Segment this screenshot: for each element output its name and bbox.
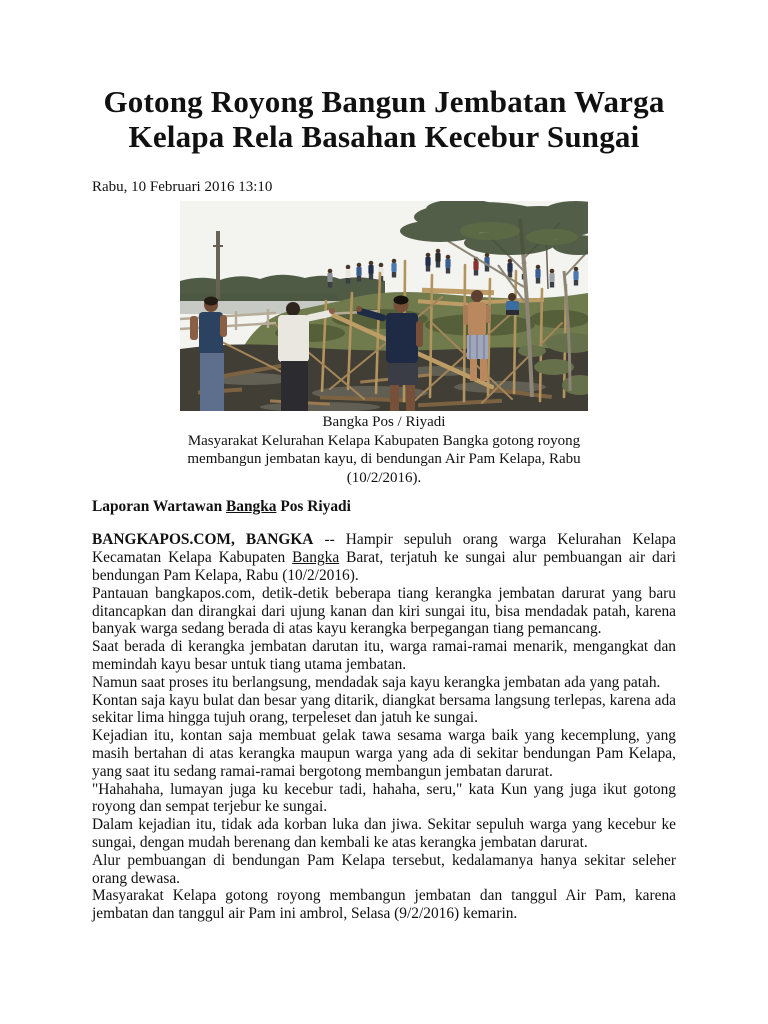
article-paragraph bbox=[92, 852, 676, 888]
article-title-line2: Kelapa Rela Basahan Kecebur Sungai bbox=[128, 119, 640, 154]
photo-credit: Bangka Pos / Riyadi bbox=[322, 414, 446, 430]
article-title-line1: Gotong Royong Bangun Jembatan Warga bbox=[103, 84, 665, 119]
text-run: Masyarakat Kelapa gotong royong membangun jembatan dan tanggul Air Pam, karena jembatan dan tanggul air Pam ini ambrol, Selasa (9/2/2016) kemarin. bbox=[92, 887, 676, 923]
article-dateline: Rabu, 10 Februari 2016 13:10 bbox=[92, 179, 273, 195]
underlined-term[interactable]: Bangka bbox=[292, 549, 340, 567]
article-paragraph bbox=[92, 585, 676, 638]
article-paragraph bbox=[92, 674, 676, 692]
article-paragraph bbox=[92, 638, 676, 674]
text-run: -- Hampir sepuluh orang warga Kelurahan Kelapa Kecamatan Kelapa Kabupaten bbox=[92, 531, 676, 567]
article-body bbox=[92, 531, 676, 923]
article-title bbox=[92, 84, 676, 154]
text-run: Alur pembuangan di bendungan Pam Kelapa tersebut, kedalamanya hanya sekitar seleher orang dewasa. bbox=[92, 851, 676, 887]
text-run: Namun saat proses itu berlangsung, mendadak saja kayu kerangka jembatan ada yang patah. bbox=[92, 673, 661, 691]
underlined-term[interactable]: Bangka bbox=[225, 498, 277, 516]
photo-captions bbox=[180, 413, 588, 487]
news-photo bbox=[180, 201, 588, 487]
article-paragraph bbox=[92, 816, 676, 852]
article-paragraph bbox=[92, 692, 676, 728]
photo-illustration bbox=[180, 201, 588, 411]
text-run: Barat, terjatuh ke sungai alur pembuangan air dari bendungan Pam Kelapa, Rabu (10/2/2016). bbox=[92, 549, 676, 584]
text-run: Dalam kejadian itu, tidak ada korban luka dan jiwa. Sekitar sepuluh warga yang kecebur ke sungai, dengan mudah berenang dan kembali ke atas kerangka jembatan darurat. bbox=[92, 816, 676, 851]
photo-caption: Masyarakat Kelurahan Kelapa Kabupaten Bangka gotong royong membangun jembatan kayu, di bendungan Air Pam Kelapa, Rabu (10/2/2016). bbox=[187, 432, 581, 486]
text-run: "Hahahaha, lumayan juga ku kecebur tadi, hahaha, seru," kata Kun yang juga ikut gotong royong dan sempat terjebur ke sungai. bbox=[92, 780, 676, 816]
text-run: Pantauan bangkapos.com, detik-detik beberapa tiang kerangka jembatan darurat yang baru ditancapkan dan dirangkai dari ujung kanan dan kiri sungai itu, bisa mendadak patah, karena banyak warga sedang berada di atas kayu kerangka berpegangan tiang pemancang. bbox=[92, 584, 676, 638]
article-paragraph bbox=[92, 887, 676, 923]
text-run: Kejadian itu, kontan saja membuat gelak tawa sesama warga baik yang kecemplung, yang masih bertahan di atas kerangka maupun warga yang ada di sekitar bendungan Pam Kelapa, yang saat itu sedang ramai-ramai bergotong membangun jembatan darurat. bbox=[92, 727, 676, 780]
byline bbox=[92, 498, 676, 516]
text-run: Pos Riyadi bbox=[276, 498, 351, 516]
text-run: Laporan Wartawan bbox=[92, 498, 226, 516]
text-run: BANGKAPOS.COM, BANGKA bbox=[92, 531, 314, 549]
text-run: Kontan saja kayu bulat dan besar yang ditarik, diangkat bersama langsung terlepas, karena ada sekitar lima hingga tujuh orang, terpeleset dan jatuh ke sungai. bbox=[92, 691, 676, 727]
article-paragraph bbox=[92, 781, 676, 817]
text-run: Saat berada di kerangka jembatan darutan itu, warga ramai-ramai menarik, mengangkat dan memindah kayu besar untuk tiang utama jembatan. bbox=[92, 638, 676, 673]
article-paragraph bbox=[92, 727, 676, 780]
article-paragraph bbox=[92, 531, 676, 584]
